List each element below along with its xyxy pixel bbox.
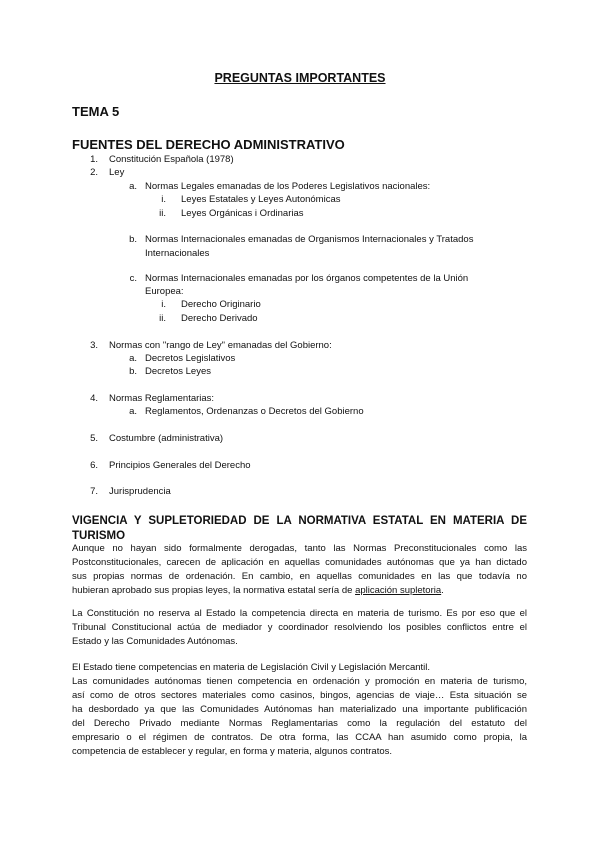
paragraph-line: Las comunidades autónomas tienen competencia en ordenación y promoción en materia de turismo, bbox=[72, 676, 527, 687]
list-marker: i. bbox=[161, 299, 166, 310]
list-item: Constitución Española (1978) bbox=[109, 154, 234, 165]
paragraph-line: Tribunal Constitucional actúa de mediador y coordinador resolviendo los posibles conflictos entre el bbox=[72, 622, 527, 633]
paragraph-line: ha desbordado ya que las Comunidades Autónomas han materializado una importante publificación bbox=[72, 704, 527, 715]
paragraph-line: Postconstitucionales, carecen de aplicación en aquellas comunidades autónomas que ya han dictado bbox=[72, 557, 527, 568]
list-item: Leyes Estatales y Leyes Autonómicas bbox=[181, 194, 341, 205]
list-item: Normas Legales emanadas de los Poderes Legislativos nacionales: bbox=[145, 181, 431, 192]
list-marker: c. bbox=[129, 273, 137, 284]
list-item-continuation: Internacionales bbox=[145, 248, 210, 259]
list-marker: b. bbox=[129, 234, 137, 245]
underlined-term: aplicación supletoria bbox=[355, 585, 442, 596]
list-item: Reglamentos, Ordenanzas o Decretos del Gobierno bbox=[145, 406, 364, 417]
list-marker: a. bbox=[129, 406, 137, 417]
list-item: Decretos Leyes bbox=[145, 366, 212, 377]
list-number: 5. bbox=[90, 433, 98, 444]
list-marker: i. bbox=[161, 194, 166, 205]
list-item: Jurisprudencia bbox=[109, 486, 171, 497]
tema-heading: TEMA 5 bbox=[72, 104, 120, 119]
paragraph-line: Estado y las Comunidades Autónomas. bbox=[72, 636, 238, 647]
list-item: Ley bbox=[109, 167, 125, 178]
list-marker: b. bbox=[129, 366, 137, 377]
paragraph-line: La Constitución no reserva al Estado la competencia directa en materia de turismo. Es por eso que el bbox=[72, 608, 527, 619]
paragraph-competencias bbox=[72, 661, 527, 759]
paragraph-line-text: hubieran aprobado sus propias leyes, la normativa estatal sería de bbox=[72, 585, 353, 596]
section-heading-fuentes: FUENTES DEL DERECHO ADMINISTRATIVO bbox=[72, 137, 345, 152]
list-number: 1. bbox=[90, 154, 98, 165]
list-marker: a. bbox=[129, 181, 137, 192]
list-marker: ii. bbox=[159, 208, 166, 219]
list-item-continuation: Europea: bbox=[145, 286, 184, 297]
paragraph-line: así como de otros sectores materiales como casinos, bingos, agencias de viaje… Esta situación se bbox=[72, 690, 527, 701]
list-item: Normas con "rango de Ley" emanadas del Gobierno: bbox=[109, 340, 332, 351]
list-marker: ii. bbox=[159, 313, 166, 324]
document-title: PREGUNTAS IMPORTANTES bbox=[214, 71, 386, 85]
list-number: 3. bbox=[90, 340, 98, 351]
section-heading-line: TURISMO bbox=[72, 530, 126, 542]
list-item: Costumbre (administrativa) bbox=[109, 433, 224, 444]
section-heading-vigencia bbox=[72, 514, 527, 544]
paragraph-line: competencia de establecer y regular, en forma y materia, algunos contratos. bbox=[72, 746, 393, 757]
list-marker: a. bbox=[129, 353, 137, 364]
list-item: Normas Internacionales emanadas de Organismos Internacionales y Tratados bbox=[145, 234, 474, 245]
list-number: 7. bbox=[90, 486, 98, 497]
paragraph-line: sus propias normas de ordenación. En cambio, en aquellas comunidades en las que todavía no bbox=[72, 571, 527, 582]
list-item: Decretos Legislativos bbox=[145, 353, 236, 364]
list-item: Derecho Derivado bbox=[181, 313, 258, 324]
list-number: 4. bbox=[90, 393, 98, 404]
list-item: Leyes Orgánicas i Ordinarias bbox=[181, 208, 304, 219]
list-item: Normas Internacionales emanadas por los órganos competentes de la Unión bbox=[145, 273, 469, 284]
list-item: Normas Reglamentarias: bbox=[109, 393, 215, 404]
paragraph-line: El Estado tiene competencias en materia de Legislación Civil y Legislación Mercantil. bbox=[72, 662, 431, 673]
list-number: 6. bbox=[90, 460, 98, 471]
paragraph-line: del Derecho Privado mediante Normas Reglamentarias como la regulación del estatuto del bbox=[72, 718, 527, 729]
list-number: 2. bbox=[90, 167, 98, 178]
list-item: Derecho Originario bbox=[181, 299, 261, 310]
paragraph-line-end: . bbox=[441, 585, 444, 596]
section-heading-line: VIGENCIA Y SUPLETORIEDAD DE LA NORMATIVA ESTATAL EN MATERIA DE bbox=[72, 515, 527, 527]
paragraph-vigencia bbox=[72, 542, 527, 598]
paragraph-line: Aunque no hayan sido formalmente derogadas, tanto las Normas Preconstitucionales como las bbox=[72, 543, 527, 554]
paragraph-line bbox=[72, 584, 527, 598]
list-item: Principios Generales del Derecho bbox=[109, 460, 251, 471]
paragraph-constitucion bbox=[72, 607, 527, 649]
paragraph-line: empresario o el régimen de contratos. De otra forma, las CCAA han asumido como propia, la bbox=[72, 732, 527, 743]
